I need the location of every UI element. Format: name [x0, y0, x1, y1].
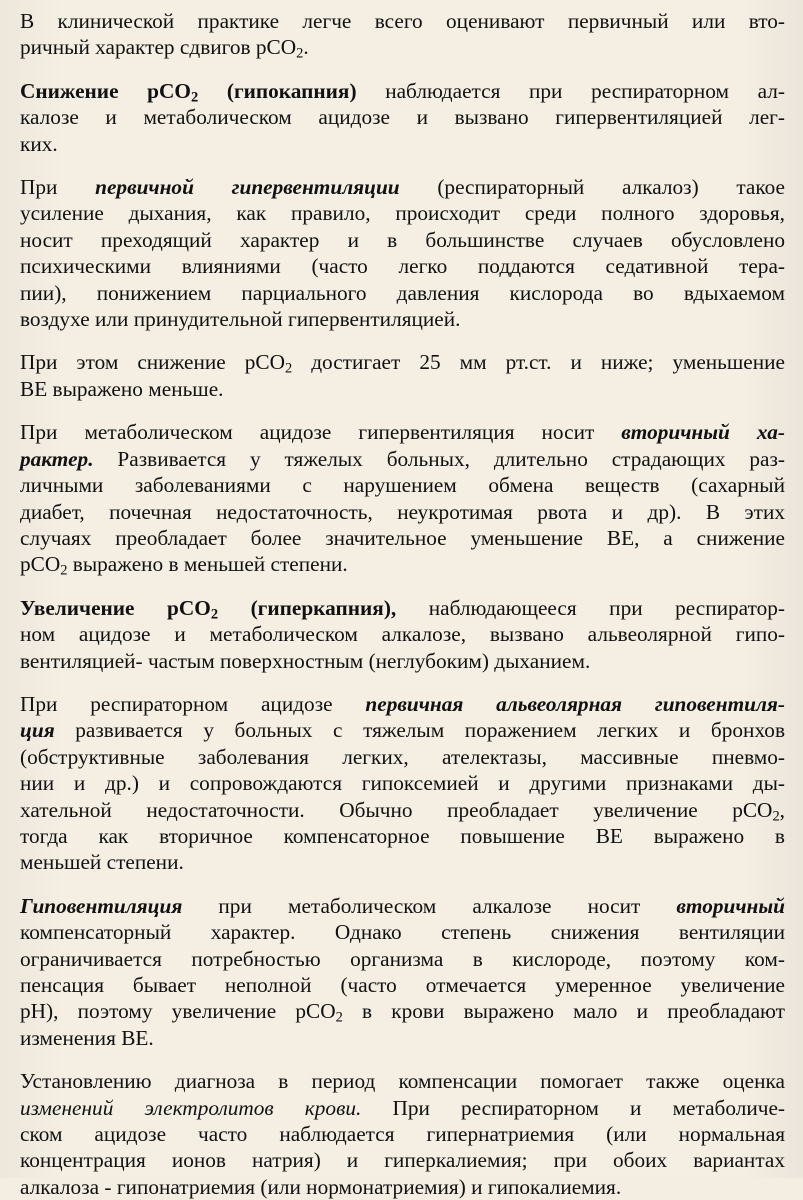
text-run: носит преходящий характер и в большинстве случаев обусловлено — [20, 227, 785, 252]
text-line — [20, 972, 785, 998]
text-line — [20, 227, 785, 253]
text-line — [20, 893, 785, 919]
text-line — [20, 34, 785, 63]
text-run: изменений электролитов крови. — [20, 1095, 362, 1120]
text-line — [20, 349, 785, 378]
text-line — [20, 525, 785, 551]
paragraph-p8 — [20, 893, 785, 1051]
text-run: диабет, почечная недостаточность, неукротимая рвота и др). В этих — [20, 499, 785, 524]
text-line — [20, 744, 785, 770]
text-line — [20, 78, 785, 104]
text-run: личными заболеваниями с нарушением обмена веществ (сахарный — [20, 473, 785, 498]
text-line — [20, 8, 785, 34]
text-line — [20, 1147, 785, 1173]
text-run: (гипокапния) — [198, 78, 357, 103]
text-line — [20, 849, 785, 875]
text-run: ричный характер сдвигов pCO — [20, 35, 297, 60]
text-run: вторичный — [676, 893, 785, 918]
text-run: пии), понижением парциального давления кислорода во вдыхаемом — [20, 280, 785, 305]
text-run: BE выражено меньше. — [20, 376, 224, 401]
text-line — [20, 770, 785, 796]
text-line — [20, 446, 785, 472]
text-line — [20, 472, 785, 498]
paragraph-p2 — [20, 78, 785, 157]
paragraph-p3 — [20, 174, 785, 332]
text-line — [20, 946, 785, 972]
text-run: случаях преобладает более значительное уменьшение BE, а снижение — [20, 525, 785, 550]
text-run: развивается у больных с тяжелым поражением легких и бронхов — [54, 718, 785, 743]
text-run: воздухе или принудительной гипервентиляцией. — [20, 307, 461, 332]
subscript: 2 — [60, 562, 68, 579]
text-run: вентиляцией- частым поверхностным (неглубоким) дыханием. — [20, 648, 591, 673]
text-run: При респираторном и метаболиче- — [361, 1095, 786, 1120]
text-run: выражено в меньшей степени. — [67, 552, 348, 577]
text-run: При метаболическом ацидозе гипервентиляция носит — [20, 420, 622, 445]
text-line — [20, 131, 785, 157]
text-line — [20, 823, 785, 849]
subscript: 2 — [284, 361, 293, 378]
text-line — [20, 1121, 785, 1147]
text-run: хательной недостаточности. Обычно преобладает увеличение pCO — [20, 797, 773, 822]
text-run: , — [779, 797, 785, 822]
subscript: 2 — [210, 606, 219, 623]
text-run: Снижение pCO — [20, 78, 191, 103]
subscript: 2 — [296, 46, 304, 63]
text-run: калозе и метаболическом ацидозе и вызвано гипервентиляцией лег- — [20, 105, 785, 130]
text-run: наблюдается при респираторном ал- — [356, 78, 785, 103]
text-run: В клинической практике легче всего оценивают первичный или вто- — [20, 9, 785, 33]
text-run: психическими влияниями (часто легко поддаются седативной тера- — [20, 254, 785, 279]
text-line — [20, 376, 785, 402]
text-run: алкалоза - гипонатриемия (или нормонатриемия) и гипокалиемия. — [20, 1174, 622, 1199]
text-line — [20, 797, 785, 823]
text-run: вторичный ха- — [621, 420, 785, 445]
text-run: ция — [20, 718, 55, 743]
text-run: При этом снижение pCO — [20, 350, 285, 375]
subscript: 2 — [772, 808, 780, 825]
paragraph-p7 — [20, 691, 785, 876]
text-run: в крови выражено мало и преобладают — [342, 999, 785, 1024]
text-line — [20, 717, 785, 743]
subscript: 2 — [190, 89, 199, 106]
text-line — [20, 691, 785, 717]
text-line — [20, 1095, 785, 1121]
text-line — [20, 174, 785, 200]
text-run: ограничивается потребностью организма в кислороде, поэтому ком- — [20, 946, 785, 971]
text-run: pH), поэтому увеличение pCO — [20, 999, 336, 1024]
text-run: Гиповентиляция — [20, 893, 183, 918]
paragraph-p4 — [20, 349, 785, 402]
paragraph-p1 — [20, 8, 785, 61]
text-run: ском ацидозе часто наблюдается гипернатриемия (или нормальная — [20, 1122, 785, 1147]
text-run: концентрация ионов натрия) и гиперкалиемия; при обоих вариантах — [20, 1148, 785, 1173]
text-run: (респираторный алкалоз) такое — [399, 175, 786, 200]
text-line — [20, 595, 785, 621]
text-run: нии и др.) и сопровождаются гипоксемией и другими признаками ды- — [20, 771, 785, 796]
text-run: при метаболическом алкалозе носит — [182, 893, 677, 918]
text-run: меньшей степени. — [20, 850, 184, 875]
text-line — [20, 253, 785, 279]
text-run: первичная альвеолярная гиповентиля- — [365, 691, 785, 716]
subscript: 2 — [335, 1010, 343, 1027]
text-line — [20, 919, 785, 945]
text-run: достигает 25 мм рт.ст. и ниже; уменьшение — [292, 350, 785, 375]
text-line — [20, 306, 785, 332]
text-run: рактер. — [20, 446, 94, 471]
text-run: (обструктивные заболевания легких, ателектазы, массивные пневмо- — [20, 744, 785, 769]
text-run: наблюдающееся при респиратор- — [396, 595, 785, 620]
paragraph-p9 — [20, 1068, 785, 1200]
text-line — [20, 499, 785, 525]
text-run: Развивается у тяжелых больных, длительно страдающих раз- — [93, 446, 785, 471]
text-run: При респираторном ацидозе — [20, 691, 366, 716]
text-line — [20, 200, 785, 226]
text-line — [20, 1025, 785, 1051]
text-run: компенсаторный характер. Однако степень снижения вентиляции — [20, 920, 785, 945]
text-run: тогда как вторичное компенсаторное повышение BE выражено в — [20, 823, 785, 848]
text-line — [20, 419, 785, 445]
text-run: Увеличение pCO — [20, 595, 211, 620]
text-line — [20, 621, 785, 647]
document-text — [20, 8, 785, 1200]
text-line — [20, 648, 785, 674]
text-run: (гиперкапния), — [218, 595, 397, 620]
text-run: ких. — [20, 131, 58, 156]
text-run: Установлению диагноза в период компенсации помогает также оценка — [20, 1069, 785, 1094]
text-line — [20, 104, 785, 130]
text-run: усиление дыхания, как правило, происходит среди полного здоровья, — [20, 201, 785, 226]
text-run: первичной гипервентиляции — [95, 175, 400, 200]
text-line — [20, 1068, 785, 1094]
text-line — [20, 280, 785, 306]
text-run: pCO — [20, 552, 61, 577]
text-run: При — [20, 175, 96, 200]
text-run: . — [303, 35, 309, 60]
text-run: изменения BE. — [20, 1025, 154, 1050]
text-run: ном ацидозе и метаболическом алкалозе, вызвано альвеолярной гипо- — [20, 622, 785, 647]
text-line — [20, 998, 785, 1027]
paragraph-p6 — [20, 595, 785, 674]
paragraph-p5 — [20, 419, 785, 577]
text-run: пенсация бывает неполной (часто отмечается умеренное увеличение — [20, 973, 785, 997]
text-line — [20, 551, 785, 577]
